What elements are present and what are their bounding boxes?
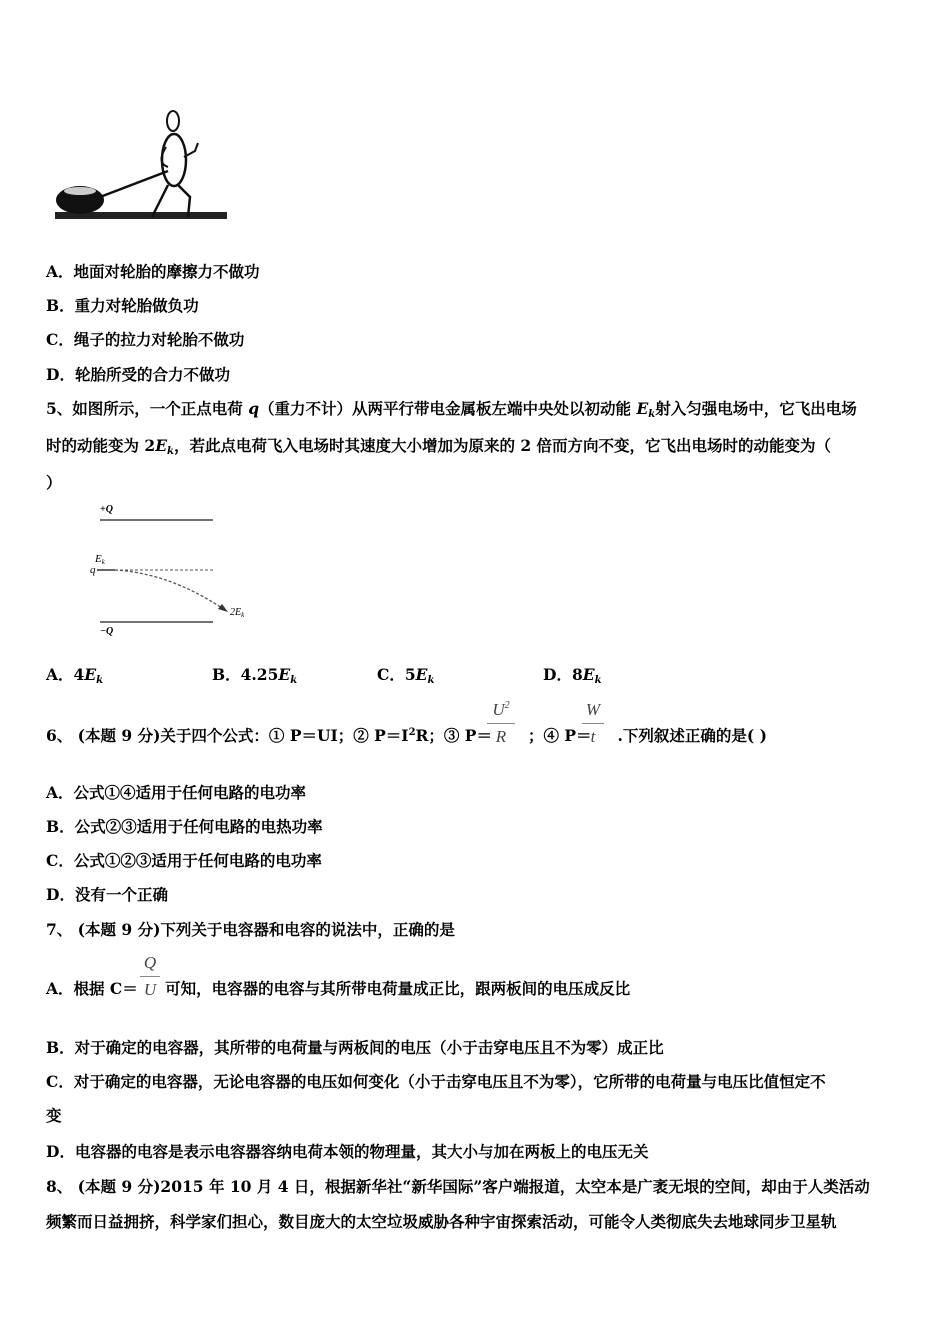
- text: 可知，电容器的电容与其所带电荷量成正比，跟两板间的电压成反比: [159, 979, 631, 998]
- symbol-e: E: [582, 665, 595, 684]
- q5-stem-line2: [46, 436, 831, 462]
- numerator: Q: [143, 953, 157, 972]
- q4-option-b[interactable]: B．重力对轮胎做负功: [46, 296, 199, 315]
- q5-stem-line3: ）: [46, 473, 62, 492]
- q5-option-b[interactable]: [212, 665, 297, 691]
- text: R；③ P＝: [415, 726, 492, 745]
- text: A．4: [46, 665, 85, 684]
- symbol-q: q: [248, 399, 260, 418]
- q5-option-c[interactable]: [377, 665, 434, 691]
- symbol-e: E: [155, 436, 168, 455]
- subscript-k: k: [648, 409, 656, 420]
- text: ；④ P＝: [527, 726, 592, 745]
- formula-q-over-u: [140, 953, 160, 1000]
- q4-option-c[interactable]: C．绳子的拉力对轮胎不做功: [46, 330, 245, 349]
- text: 射入匀强电场中，它飞出电场: [655, 399, 857, 418]
- text: C．5: [377, 665, 416, 684]
- text: 6、 (本题 9 分)关于四个公式：① P＝UI；② P＝I: [46, 726, 409, 745]
- text: B．4.25: [212, 665, 279, 684]
- subscript-k: k: [96, 675, 104, 686]
- denominator: R: [495, 727, 507, 746]
- initial-energy-label: Ek: [95, 553, 105, 566]
- denominator: U: [143, 980, 157, 999]
- q4-option-a[interactable]: A．地面对轮胎的摩擦力不做功: [46, 262, 260, 281]
- q7-option-a[interactable]: [46, 979, 630, 999]
- q7-option-c-continued: 变: [46, 1106, 62, 1125]
- q7-option-d[interactable]: D．电容器的电容是表示电容器容纳电荷本领的物理量，其大小与加在两板上的电压无关: [46, 1142, 649, 1161]
- q6-stem: [46, 723, 767, 746]
- symbol-e: E: [636, 399, 649, 418]
- q5-option-d[interactable]: [543, 665, 602, 691]
- superscript: 2: [504, 700, 510, 711]
- q6-option-b[interactable]: B．公式②③适用于任何电路的电热功率: [46, 817, 323, 836]
- text: ，若此点电荷飞入电场时其速度大小增加为原来的 2 倍而方向不变，它飞出电场时的动能变为（: [173, 436, 832, 455]
- subscript-k: k: [594, 675, 602, 686]
- bottom-plate-label: −Q: [100, 626, 114, 637]
- text: （重力不计）从两平行带电金属板左端中央处以初动能: [259, 399, 637, 418]
- subscript-k: k: [427, 675, 435, 686]
- q7-stem: 7、 (本题 9 分)下列关于电容器和电容的说法中，正确的是: [46, 920, 455, 939]
- symbol-e: E: [84, 665, 97, 684]
- text: D．8: [543, 665, 583, 684]
- q6-option-a[interactable]: A．公式①④适用于任何电路的电功率: [46, 783, 307, 802]
- text: 5、如图所示，一个正点电荷: [46, 399, 249, 418]
- formula-u2-over-r: [487, 700, 515, 747]
- text: 时的动能变为 2: [46, 436, 156, 455]
- q4-option-d[interactable]: D．轮胎所受的合力不做功: [46, 365, 230, 384]
- q6-option-d[interactable]: D．没有一个正确: [46, 885, 168, 904]
- subscript-k: k: [290, 675, 298, 686]
- numerator: U: [492, 700, 505, 719]
- q8-stem-line1: 8、 (本题 9 分)2015 年 10 月 4 日，根据新华社“新华国际”客户端报道，太空本是广袤无垠的空间，却由于人类活动: [46, 1177, 870, 1196]
- text: .下列叙述正确的是( ): [617, 726, 767, 745]
- q8-stem-line2: 频繁而日益拥挤，科学家们担心，数目庞大的太空垃圾威胁各种宇宙探索活动，可能令人类彻底失去地球同步卫星轨: [46, 1212, 837, 1231]
- q5-stem-line1: [46, 399, 857, 425]
- q7-option-c[interactable]: C．对于确定的电容器，无论电容器的电压如何变化（小于击穿电压且不为零），它所带的电荷量与电压比值恒定不: [46, 1072, 826, 1091]
- numerator: W: [585, 700, 601, 719]
- q6-option-c[interactable]: C．公式①②③适用于任何电路的电功率: [46, 851, 322, 870]
- text: A．根据 C＝: [46, 979, 138, 998]
- q7-option-b[interactable]: B．对于确定的电容器，其所带的电荷量与两板间的电压（小于击穿电压且不为零）成正比: [46, 1038, 664, 1057]
- superscript: 2: [408, 727, 416, 738]
- subscript-k: k: [167, 446, 174, 457]
- electric-field-figure: [60, 498, 280, 638]
- q5-option-a[interactable]: [46, 665, 103, 691]
- denominator: t: [590, 727, 596, 746]
- charge-label: q: [90, 564, 96, 576]
- symbol-e: E: [278, 665, 291, 684]
- formula-w-over-t: [582, 700, 604, 747]
- final-energy-label: $2E_k$: [230, 607, 245, 619]
- symbol-e: E: [415, 665, 428, 684]
- top-plate-label: +Q: [100, 504, 113, 515]
- tire-pulling-figure: [50, 105, 235, 225]
